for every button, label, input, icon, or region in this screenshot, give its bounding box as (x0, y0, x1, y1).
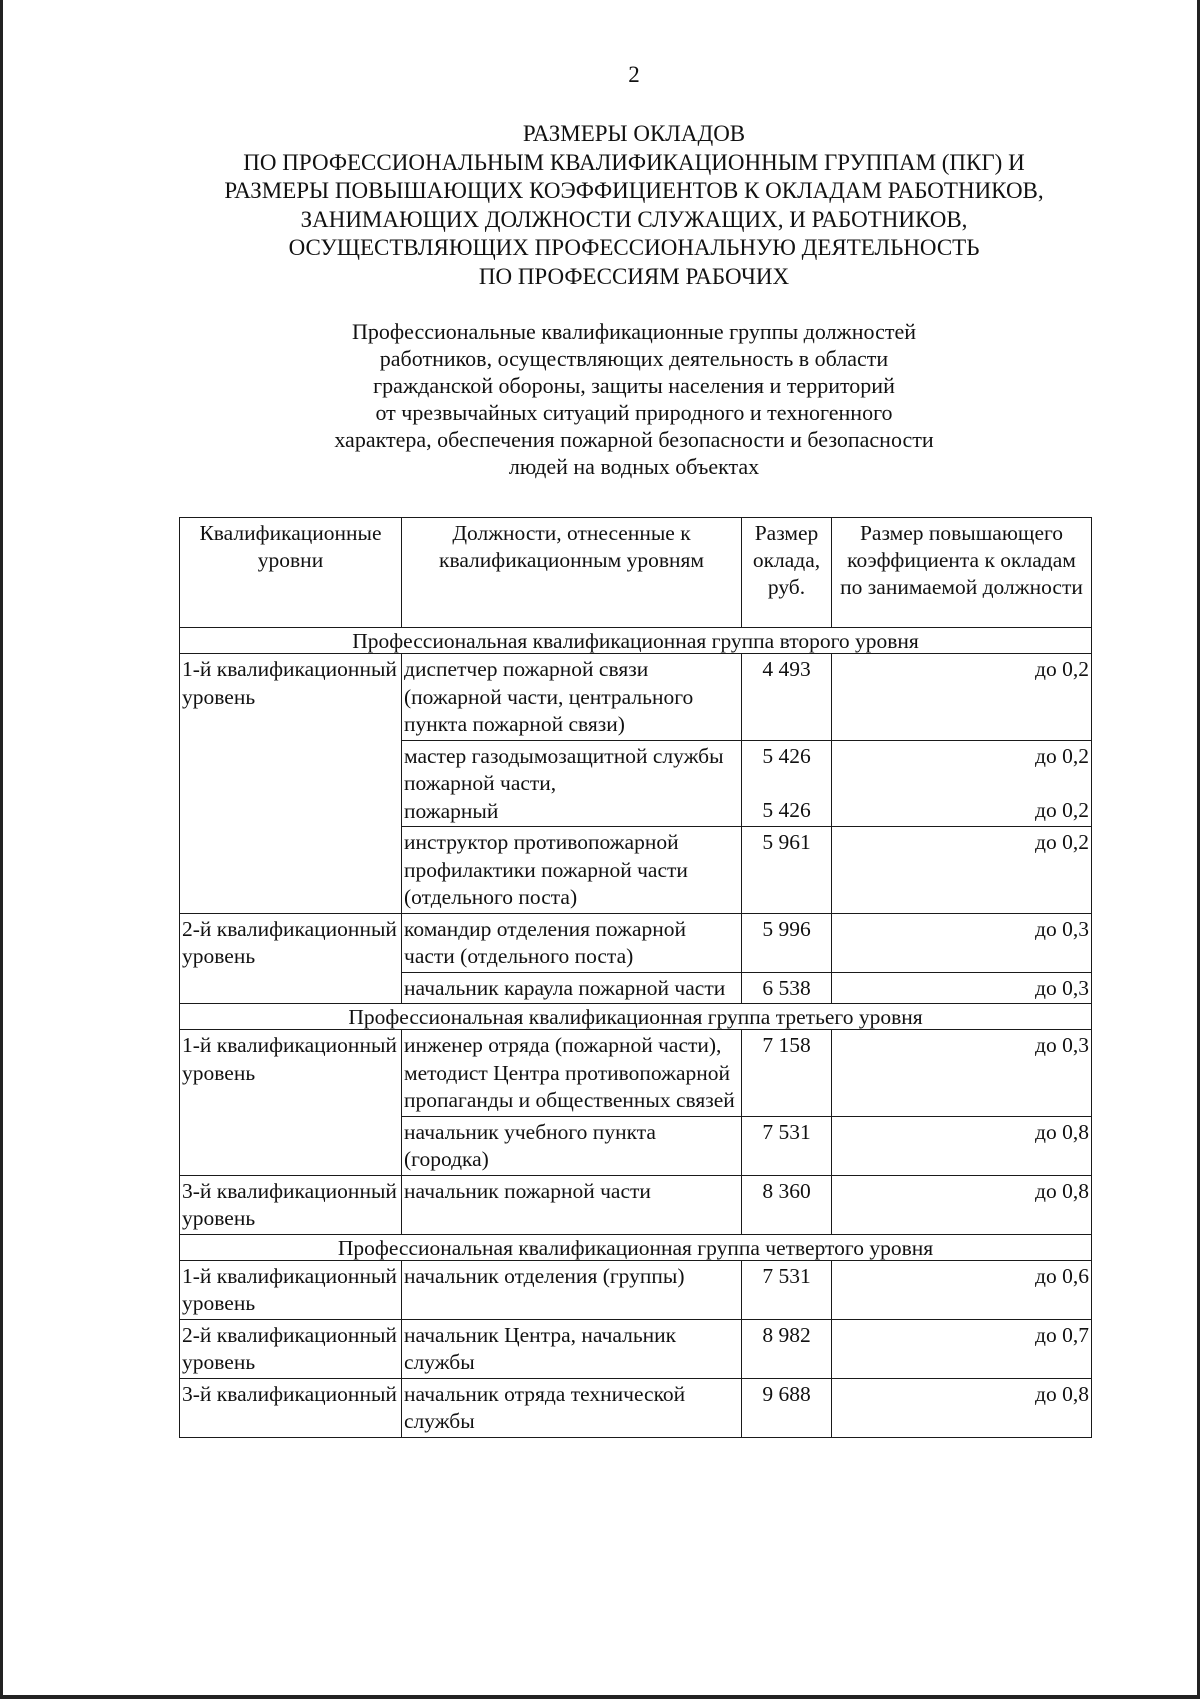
level-cell: 1-й квалификационный уровень (180, 1260, 402, 1319)
table-row (180, 1378, 1092, 1437)
page-number: 2 (628, 62, 640, 87)
coef-cell: до 0,8 (832, 1116, 1092, 1175)
position-cell: начальник пожарной части (402, 1175, 742, 1234)
table-row (180, 654, 1092, 741)
position-cell: начальник Центра, начальник службы (402, 1319, 742, 1378)
group-header-row (180, 1234, 1092, 1260)
position-cell: командир отделения пожарной части (отдельного поста) (402, 913, 742, 972)
position-cell: начальник учебного пункта (городка) (402, 1116, 742, 1175)
salary-value: 5 426 (762, 743, 811, 768)
position-cell (402, 740, 742, 827)
title-line: ПО ПРОФЕССИЯМ РАБОЧИХ (478, 263, 790, 289)
table-row (180, 1030, 1092, 1117)
header-level: Квалификационные уровни (180, 518, 402, 628)
level-cell: 3-й квалификационный уровень (180, 1175, 402, 1234)
position-text: мастер газодымозащитной службы пожарной части, (404, 743, 724, 795)
coef-cell: до 0,2 (832, 654, 1092, 741)
coef-cell: до 0,3 (832, 913, 1092, 972)
salary-cell: 6 538 (742, 972, 832, 1004)
title-line: ОСУЩЕСТВЛЯЮЩИХ ПРОФЕССИОНАЛЬНУЮ ДЕЯТЕЛЬНОСТЬ (288, 235, 980, 260)
header-salary: Размер оклада, руб. (742, 518, 832, 628)
coef-cell: до 0,7 (832, 1319, 1092, 1378)
salary-cell (742, 740, 832, 827)
title-line: ЗАНИМАЮЩИХ ДОЛЖНОСТИ СЛУЖАЩИХ, И РАБОТНИКОВ, (300, 206, 968, 232)
salary-table (179, 517, 1092, 1438)
coef-cell: до 0,3 (832, 1030, 1092, 1117)
header-coefficient: Размер повышающего коэффициента к окладам по занимаемой должности (832, 518, 1092, 628)
table-header-row (180, 518, 1092, 628)
level-cell: 1-й квалификационный уровень (180, 1030, 402, 1176)
salary-value: 5 426 (762, 798, 811, 822)
level-cell: 1-й квалификационный уровень (180, 654, 402, 914)
table-row (180, 913, 1092, 972)
coef-cell: до 0,3 (832, 972, 1092, 1004)
group-header-row (180, 1004, 1092, 1030)
position-cell: инженер отряда (пожарной части), методист Центра противопожарной пропаганды и общественных связей (402, 1030, 742, 1117)
level-cell: 2-й квалификационный уровень (180, 913, 402, 1004)
position-cell: начальник караула пожарной части (402, 972, 742, 1004)
table-row (180, 1260, 1092, 1319)
coef-cell: до 0,6 (832, 1260, 1092, 1319)
salary-cell: 7 531 (742, 1116, 832, 1175)
coef-cell: до 0,8 (832, 1378, 1092, 1437)
subtitle-line: от чрезвычайных ситуаций природного и техногенного (375, 400, 893, 425)
position-cell: начальник отделения (группы) (402, 1260, 742, 1319)
salary-cell: 5 996 (742, 913, 832, 972)
group-title: Профессиональная квалификационная группа третьего уровня (180, 1004, 1092, 1030)
subtitle-line: характера, обеспечения пожарной безопасности и безопасности (334, 427, 934, 452)
subtitle-line: людей на водных объектах (508, 454, 760, 479)
group-header-row (180, 628, 1092, 654)
table-row (180, 1175, 1092, 1234)
document-subtitle (250, 318, 1018, 480)
position-cell: инструктор противопожарной профилактики пожарной части (отдельного поста) (402, 827, 742, 914)
subtitle-line: работников, осуществляющих деятельность в области (379, 346, 889, 371)
header-position: Должности, отнесенные к квалификационным уровням (402, 518, 742, 628)
document-title (150, 120, 1118, 291)
salary-cell: 8 982 (742, 1319, 832, 1378)
coef-cell: до 0,8 (832, 1175, 1092, 1234)
subtitle-line: Профессиональные квалификационные группы должностей (352, 319, 916, 344)
salary-cell: 8 360 (742, 1175, 832, 1234)
scan-edge-left (0, 0, 3, 1699)
level-cell: 2-й квалификационный уровень (180, 1319, 402, 1378)
coef-cell (832, 740, 1092, 827)
title-line: РАЗМЕРЫ ПОВЫШАЮЩИХ КОЭФФИЦИЕНТОВ К ОКЛАДАМ РАБОТНИКОВ, (224, 178, 1044, 203)
subtitle-line: гражданской обороны, защиты населения и территорий (373, 373, 895, 398)
coef-value: до 0,2 (1035, 798, 1089, 822)
title-line: ПО ПРОФЕССИОНАЛЬНЫМ КВАЛИФИКАЦИОННЫМ ГРУППАМ (ПКГ) И (243, 149, 1025, 175)
position-cell: начальник отряда технической службы (402, 1378, 742, 1437)
level-cell: 3-й квалификационный (180, 1378, 402, 1437)
group-title: Профессиональная квалификационная группа второго уровня (180, 628, 1092, 654)
group-title: Профессиональная квалификационная группа четвертого уровня (180, 1234, 1092, 1260)
salary-cell: 5 961 (742, 827, 832, 914)
salary-cell: 7 158 (742, 1030, 832, 1117)
coef-cell: до 0,2 (832, 827, 1092, 914)
coef-value: до 0,2 (1035, 743, 1089, 768)
position-cell: диспетчер пожарной связи (пожарной части, центрального пункта пожарной связи) (402, 654, 742, 741)
salary-cell: 4 493 (742, 654, 832, 741)
salary-cell: 7 531 (742, 1260, 832, 1319)
table-row (180, 1319, 1092, 1378)
salary-cell: 9 688 (742, 1378, 832, 1437)
scan-edge-bottom (0, 1695, 1200, 1699)
title-line: РАЗМЕРЫ ОКЛАДОВ (522, 121, 746, 146)
position-text: пожарный (404, 798, 499, 823)
